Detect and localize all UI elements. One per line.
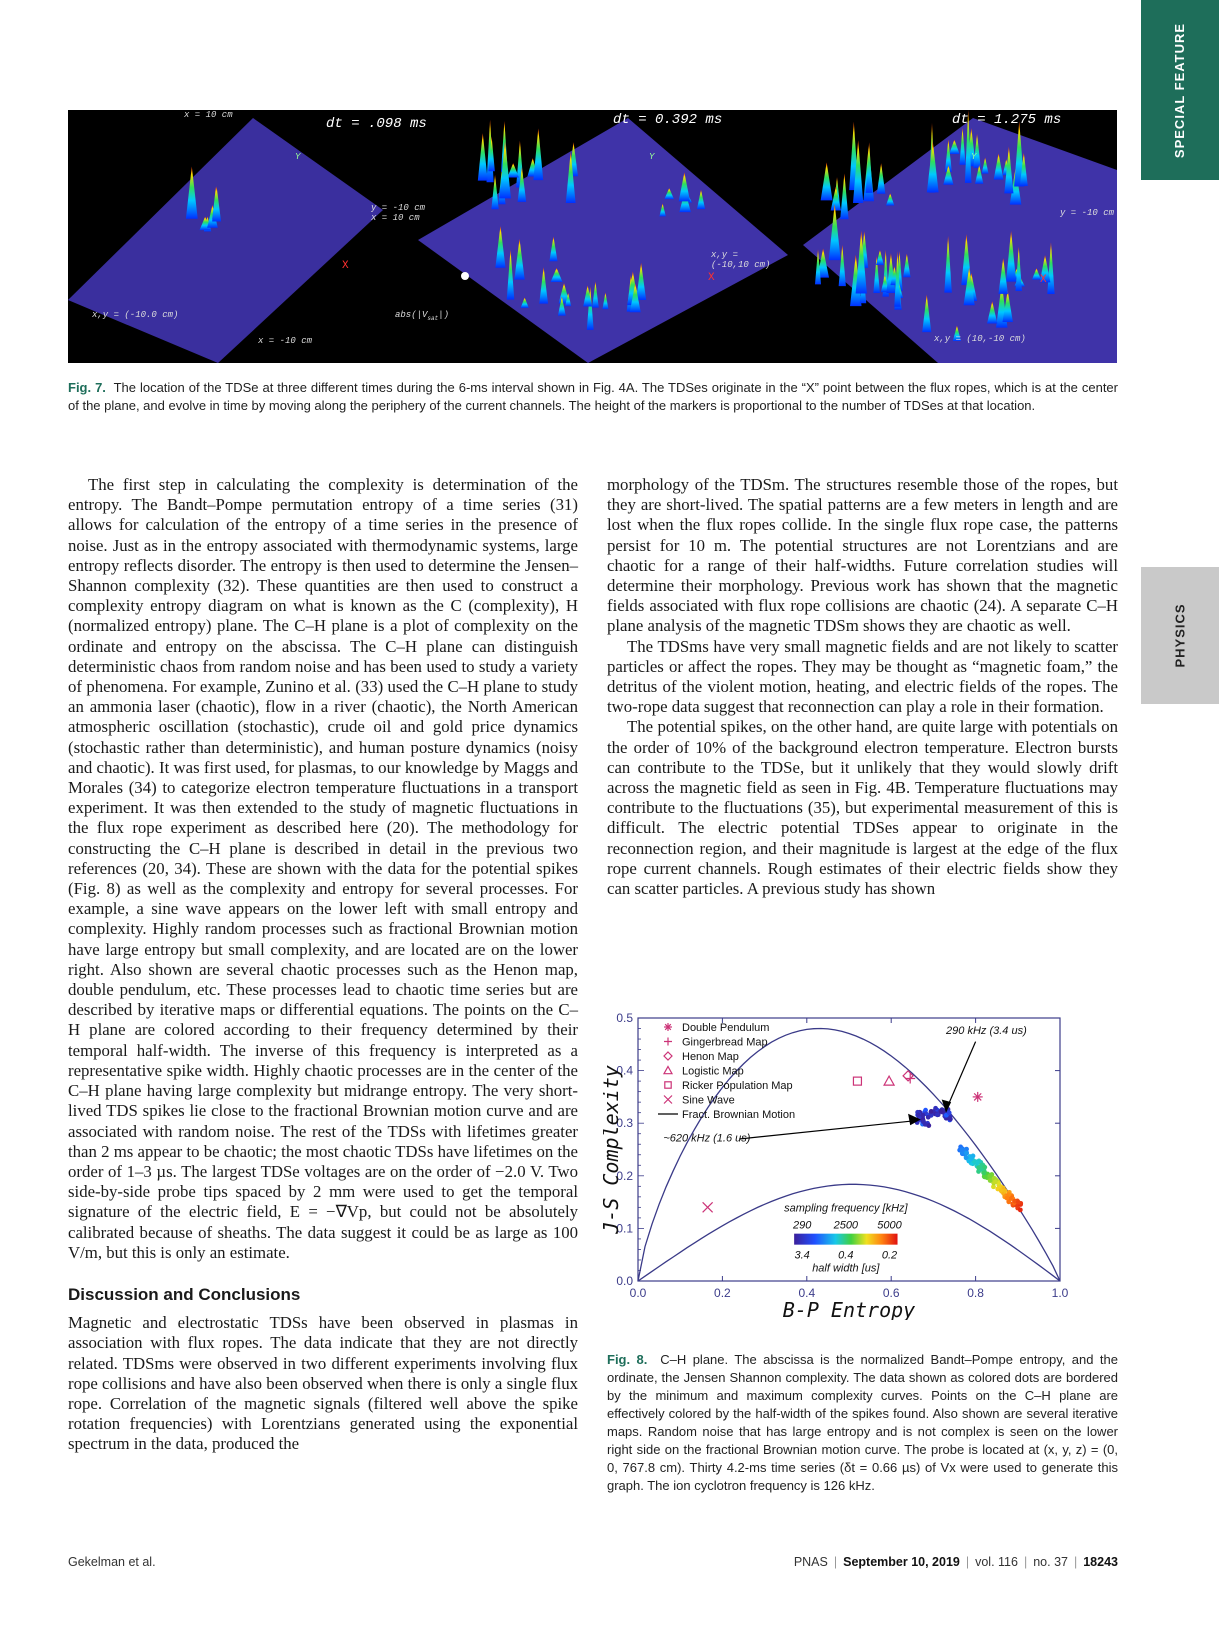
right-paragraph-3: The potential spikes, on the other hand, are quite large with potentials on the order of 10% of the background electron temperature. Electron bursts can contribute to the TDSe, but it unlikely that they would slowly drift across the magnetic field as seen in Fig. 4B. Temperature fluctuations may contribute to the fluctuations (35), but experimental measurement of this is difficult. The electric potential TDSes appear to originate in the reconnection region, and their magnitude is largest at the edge of the flux rope current channels. Rough estimates of their electric fields show they can scatter particles. A previous study has shown (607, 717, 1118, 899)
figure-7-label: Fig. 7. (68, 380, 106, 395)
fig7-y-axis-3: Y (971, 152, 977, 162)
fig7-spike (507, 163, 519, 177)
footer-authors: Gekelman et al. (68, 1555, 156, 1569)
right-paragraph-2: The TDSms have very small magnetic fields and are not likely to scatter particles or affect the ropes. They may be thought as “magnetic foam,” the detritus of the violent motion, heating, and electric fields of the ropes. The two-rope data suggest that reconnection can play a role in their formation. (607, 636, 1118, 717)
tds-data-point (921, 1119, 926, 1124)
tds-data-point (933, 1106, 938, 1111)
fig7-panel3-xy-label: x,y = (10,-10 cm) (934, 334, 1026, 344)
fig7-spike (499, 141, 511, 198)
tds-data-point (964, 1151, 969, 1156)
tds-data-point (1004, 1196, 1009, 1201)
colorbar-hw-label: 0.2 (881, 1249, 898, 1262)
figure-7-image (68, 110, 1117, 363)
fig7-panel1-x-label: x = -10 cm (258, 336, 313, 346)
y-tick-label: 0.1 (616, 1221, 633, 1236)
annotation-arrow-290khz (946, 1042, 976, 1110)
fig7-spike (877, 163, 886, 194)
annotation-620khz: ~620 kHz (1.6 us) (663, 1132, 751, 1145)
annotation-arrow-620khz (739, 1121, 916, 1139)
fig7-y-axis-1: Y (295, 152, 301, 162)
figure-7-caption (68, 379, 1118, 415)
x-tick-label: 0.0 (629, 1286, 647, 1300)
tds-data-point (982, 1171, 987, 1176)
fig7-x-point-3: X (1040, 274, 1047, 286)
y-tick-label: 0.0 (616, 1274, 633, 1288)
figure-7-caption-text: The location of the TDSe at three different times during the 6-ms interval shown in Fig. 4A. The TDSes originate in the “X” point between the flux ropes, which is at the center of the plane, and evolve in time by moving along the periphery of the current channels. The height of the markers is proportional to the number of TDSes at that location. (68, 380, 1118, 413)
tds-data-point (993, 1179, 998, 1184)
colorbar-hw-title: half width [us] (812, 1262, 880, 1275)
tds-data-point (988, 1178, 993, 1183)
colorbar-hw-label: 3.4 (794, 1249, 810, 1262)
footer-citation: PNAS | September 10, 2019 | vol. 116 | no. 37 | 18243 (793, 1555, 1118, 1569)
tds-data-point (920, 1113, 925, 1118)
x-tick-label: 1.0 (1051, 1286, 1069, 1300)
legend-marker (664, 1096, 672, 1104)
reference-point (703, 1202, 713, 1212)
reference-point (884, 1076, 894, 1085)
fig7-probe-dot (461, 272, 469, 280)
figure-8-caption-text: C–H plane. The abscissa is the normalized Bandt–Pompe entropy, and the ordinate, the Jensen Shannon complexity. The data shown as colored dots are bordered by the minimum and maximum complexity curves. Points on the C–H plane are effectively colored by the half-width of the spikes found. Also shown are several iterative maps. Random noise that has large entropy and is not complex is seen on the lower right side on the fractional Brownian motion curve. The probe is located at (x, y, z) = (0, 0, 767.8 cm). Thirty 4.2-ms time series (δt = 0.66 µs) of Vx were used to generate this graph. The ion cyclotron frequency is 126 kHz. (607, 1352, 1118, 1493)
section-heading-discussion: Discussion and Conclusions (68, 1284, 301, 1304)
fig7-x-point-1: X (342, 260, 349, 272)
legend-label: Logistic Map (682, 1065, 744, 1078)
panel-2-plane (418, 118, 788, 363)
tds-data-point (988, 1173, 993, 1178)
fig7-panel3-y-label: y = -10 cm (1060, 208, 1115, 218)
footer-journal: PNAS (793, 1555, 828, 1569)
legend-marker (664, 1038, 672, 1046)
fig7-spike (821, 162, 833, 200)
x-tick-label: 0.8 (967, 1286, 984, 1300)
fig7-spike (840, 173, 848, 219)
tds-data-point (1003, 1188, 1008, 1193)
reference-point (853, 1077, 861, 1085)
y-tick-label: 0.3 (616, 1116, 633, 1131)
y-tick-label: 0.2 (616, 1168, 633, 1183)
legend-label: Double Pendulum (682, 1022, 770, 1034)
tds-data-point (982, 1174, 987, 1179)
x-tick-label: 0.4 (798, 1286, 816, 1300)
fig7-spike (478, 133, 488, 180)
panel-1-plane (68, 118, 383, 363)
fig7-dt-3: dt = 1.275 ms (952, 112, 1062, 128)
figure-8-caption (607, 1351, 1118, 1495)
right-paragraph-1: morphology of the TDSm. The structures resemble those of the ropes, but they are short-lived. The spatial patterns are a few meters in length and are lost when the flux ropes collide. In the single flux rope case, the patterns persist for 10 m. The potential structures are not Lorentzians and are chaotic for a range of their half-widths. Future correlation studies will determine their morphology. Previous work has shown that the magnetic fields associated with flux rope collisions are chaotic (24). A separate C–H plane analysis of the magnetic TDSm shows they are chaotic as well. (607, 475, 1118, 636)
fig7-dt-1: dt = .098 ms (326, 116, 427, 132)
tds-data-point (929, 1109, 934, 1114)
fig7-x-top-label: x = 10 cm (184, 110, 233, 120)
footer-page: 18243 (1083, 1555, 1118, 1569)
figure-7-plots (68, 110, 1117, 363)
panel-3-plane (803, 118, 1117, 363)
tds-data-point (939, 1109, 944, 1114)
legend-marker (664, 1052, 672, 1060)
footer-volume: vol. 116 (975, 1555, 1018, 1569)
legend-label: Ricker Population Map (682, 1080, 793, 1092)
x-axis-label: B-P Entropy (782, 1298, 916, 1320)
figure-8-chart (603, 1002, 1118, 1320)
colorbar (794, 1234, 897, 1245)
ch-plane-chart (603, 1002, 1118, 1320)
legend-label: Henon Map (682, 1051, 739, 1063)
tds-data-point (1016, 1200, 1021, 1205)
left-column (68, 475, 578, 1455)
fig7-x-point-2: X (708, 272, 715, 284)
colorbar-freq-label: 290 (792, 1219, 812, 1232)
legend-marker (664, 1067, 672, 1074)
footer-issue: no. 37 (1033, 1555, 1068, 1569)
tds-data-point (947, 1110, 952, 1115)
tds-data-point (967, 1159, 972, 1164)
tds-data-point (960, 1147, 965, 1152)
right-column (607, 475, 1118, 899)
tds-data-point (982, 1165, 987, 1170)
section-tab-special-feature: SPECIAL FEATURE (1141, 0, 1219, 180)
tds-data-point (1018, 1207, 1023, 1212)
legend-label: Sine Wave (682, 1094, 735, 1107)
colorbar-title: sampling frequency [kHz] (784, 1202, 908, 1215)
figure-8-label: Fig. 8. (607, 1352, 648, 1367)
y-axis-label: J-S Complexity (603, 1065, 623, 1234)
colorbar-freq-label: 5000 (877, 1219, 902, 1232)
footer-date: September 10, 2019 (843, 1555, 960, 1569)
fig7-abs-label: $abs(|V_{sat}|)$ (395, 310, 450, 322)
legend-marker (665, 1082, 671, 1088)
colorbar-freq-label: 2500 (833, 1219, 859, 1232)
fig7-panel2-xy-label: x,y = (-10,10 cm) (711, 250, 771, 270)
legend-label: Gingerbread Map (682, 1036, 768, 1049)
legend-label: Fract. Brownian Motion (682, 1109, 796, 1121)
colorbar-hw-label: 0.4 (838, 1249, 854, 1262)
tds-data-point (935, 1112, 940, 1117)
fig7-dt-2: dt = 0.392 ms (613, 112, 723, 128)
fig7-panel1-yx-label: y = -10 cm x = 10 cm (371, 203, 426, 223)
tds-data-point (916, 1112, 921, 1117)
fig7-y-axis-2: Y (649, 152, 655, 162)
y-tick-label: 0.4 (616, 1063, 633, 1078)
annotation-290khz: 290 kHz (3.4 us) (946, 1024, 1027, 1037)
x-tick-label: 0.6 (882, 1286, 900, 1300)
y-tick-label: 0.5 (616, 1011, 633, 1025)
left-paragraph-2: Magnetic and electrostatic TDSs have been observed in plasmas in association with flux ropes. The data indicate that they are not directly related. TDSms were observed in two different experiments involving flux rope collisions and have also been observed when there is only a single flux rope. Correlation of the magnetic signals (filtered well above the spike rotation frequencies) with Lorentzians generated using the exponential spectrum in the data, produced the (68, 1313, 578, 1454)
left-paragraph-1: The first step in calculating the complexity is determination of the entropy. The Bandt–Pompe permutation entropy of a time series (31) allows for calculation of the entropy of a time series in the presence of noise. Just as in the entropy associated with thermodynamic systems, large entropy reflects disorder. The entropy is then used to determine the Jensen–Shannon complexity (32). These quantities are then used to construct a complexity entropy diagram on what is known as the C (complexity), H (normalized entropy) plane. The C–H plane is a plot of complexity on the ordinate and entropy on the abscissa. The C–H plane can distinguish deterministic chaos from random noise and has been used to study a variety of phenomena. For example, Zunino et al. (33) used the C–H plane to study an ammonia laser (chaotic), flow in a river (chaotic), the North American atmospheric oscillation (stochastic), crude oil and gold price dynamics (stochastic rather than deterministic), and human posture dynamics (noisy and chaotic). It was first used, for plasmas, to our knowledge by Maggs and Morales (34) to categorize electron temperature fluctuations in a transport experiment. It was then extended to the study of magnetic fluctuations in the flux rope experiment as described here (20). The methodology for constructing the C–H plane is described in detail in the previous two references (20, 34). These are shown with the data for the potential spikes (Fig. 8) as well as the complexity and entropy for several processes. For example, a sine wave appears on the lower left with small entropy and complexity. Highly random processes such as fractional Brownian motion have large entropy but small complexity, and are located are on the lower right. Also shown are several chaotic processes such as the Henon map, double pendulum, etc. These processes lead to chaotic time series but are described by iterative maps or differential equations. The points on the C–H plane are colored according to their frequency determined by their temporal half-width. The inverse of this frequency is interpreted as a representative spike width. Highly chaotic processes are in the center of the C–H plane having large complexity but midrange entropy. The very short-lived TDS spikes lie close to the fractional Brownian motion curve and are associated with random noise. The rest of the TDSs with lifetimes greater than 2 ms appear to be chaotic; the most chaotic TDSs have lifetimes on the order of 1–3 µs. The largest TDSe voltages are on the order of −2.0 V. Two side-by-side probe tips spaced by 2 mm were used to get the temporal signature of the electric field, E = −∇Vp, but could not be absolutely calibrated because of sheaths. The data suggest it could be as large as 100 V/m, but this is only an estimate. (68, 475, 578, 1262)
fig7-spike (533, 128, 543, 180)
section-tab-physics: PHYSICS (1141, 567, 1219, 704)
x-tick-label: 0.2 (714, 1286, 731, 1300)
fig7-panel1-xy-label: x,y = (-10.0 cm) (92, 310, 179, 320)
